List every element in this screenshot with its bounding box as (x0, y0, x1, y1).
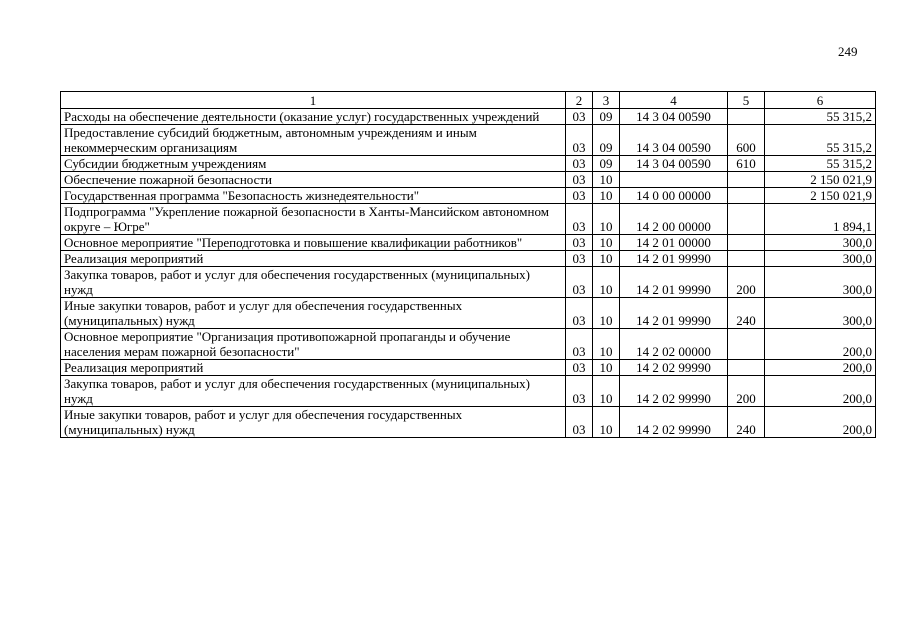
amount-cell: 300,0 (765, 235, 876, 251)
target-article-cell: 14 3 04 00590 (620, 125, 728, 156)
subsection-code-cell: 10 (593, 251, 620, 267)
row-name-cell: Иные закупки товаров, работ и услуг для обеспечения государственных (муниципальных) нужд (61, 407, 566, 438)
subsection-code-cell: 10 (593, 298, 620, 329)
amount-cell: 200,0 (765, 360, 876, 376)
amount-cell: 2 150 021,9 (765, 188, 876, 204)
target-article-cell: 14 2 02 99990 (620, 360, 728, 376)
section-code-cell: 03 (566, 376, 593, 407)
table-row (61, 235, 876, 251)
row-name-cell: Расходы на обеспечение деятельности (оказание услуг) государственных учреждений (61, 109, 566, 125)
target-article-cell: 14 2 01 99990 (620, 298, 728, 329)
expense-type-cell (728, 188, 765, 204)
target-article-cell: 14 0 00 00000 (620, 188, 728, 204)
table-row (61, 407, 876, 438)
row-name-cell: Закупка товаров, работ и услуг для обеспечения государственных (муниципальных) нужд (61, 376, 566, 407)
row-name-cell: Основное мероприятие "Переподготовка и повышение квалификации работников" (61, 235, 566, 251)
row-name-cell: Закупка товаров, работ и услуг для обеспечения государственных (муниципальных) нужд (61, 267, 566, 298)
section-code-cell: 03 (566, 125, 593, 156)
expense-type-cell (728, 251, 765, 267)
row-name-cell: Обеспечение пожарной безопасности (61, 172, 566, 188)
row-name-cell: Иные закупки товаров, работ и услуг для обеспечения государственных (муниципальных) нужд (61, 298, 566, 329)
table-row (61, 298, 876, 329)
section-code-cell: 03 (566, 267, 593, 298)
target-article-cell: 14 2 01 99990 (620, 251, 728, 267)
table-row (61, 156, 876, 172)
page-number: 249 (838, 44, 858, 59)
expense-type-cell: 200 (728, 267, 765, 298)
row-name-cell: Предоставление субсидий бюджетным, автономным учреждениям и иным некоммерческим организациям (61, 125, 566, 156)
section-code-cell: 03 (566, 251, 593, 267)
subsection-code-cell: 10 (593, 188, 620, 204)
row-name-cell: Подпрограмма "Укрепление пожарной безопасности в Ханты-Мансийском автономном округе – Югре" (61, 204, 566, 235)
column-header: 3 (593, 92, 620, 109)
subsection-code-cell: 10 (593, 235, 620, 251)
target-article-cell: 14 2 01 99990 (620, 267, 728, 298)
section-code-cell: 03 (566, 298, 593, 329)
section-code-cell: 03 (566, 407, 593, 438)
amount-cell: 200,0 (765, 407, 876, 438)
subsection-code-cell: 10 (593, 329, 620, 360)
expense-type-cell: 200 (728, 376, 765, 407)
target-article-cell: 14 2 02 99990 (620, 407, 728, 438)
amount-cell: 2 150 021,9 (765, 172, 876, 188)
table-row (61, 267, 876, 298)
row-name-cell: Реализация мероприятий (61, 360, 566, 376)
section-code-cell: 03 (566, 360, 593, 376)
section-code-cell: 03 (566, 204, 593, 235)
table-row (61, 204, 876, 235)
section-code-cell: 03 (566, 329, 593, 360)
table-row (61, 329, 876, 360)
table-row (61, 188, 876, 204)
subsection-code-cell: 09 (593, 125, 620, 156)
amount-cell: 300,0 (765, 298, 876, 329)
section-code-cell: 03 (566, 109, 593, 125)
target-article-cell (620, 172, 728, 188)
expense-type-cell: 240 (728, 298, 765, 329)
table-row (61, 172, 876, 188)
row-name-cell: Государственная программа "Безопасность жизнедеятельности" (61, 188, 566, 204)
expense-type-cell: 240 (728, 407, 765, 438)
table-body (61, 109, 876, 438)
expense-type-cell (728, 204, 765, 235)
expense-type-cell (728, 235, 765, 251)
row-name-cell: Основное мероприятие "Организация противопожарной пропаганды и обучение населения мерам пожарной безопасности" (61, 329, 566, 360)
expense-type-cell (728, 329, 765, 360)
column-header: 1 (61, 92, 566, 109)
section-code-cell: 03 (566, 172, 593, 188)
amount-cell: 55 315,2 (765, 156, 876, 172)
target-article-cell: 14 3 04 00590 (620, 156, 728, 172)
subsection-code-cell: 10 (593, 407, 620, 438)
section-code-cell: 03 (566, 235, 593, 251)
subsection-code-cell: 10 (593, 360, 620, 376)
subsection-code-cell: 09 (593, 156, 620, 172)
target-article-cell: 14 3 04 00590 (620, 109, 728, 125)
subsection-code-cell: 09 (593, 109, 620, 125)
amount-cell: 55 315,2 (765, 109, 876, 125)
subsection-code-cell: 10 (593, 376, 620, 407)
table-row (61, 251, 876, 267)
amount-cell: 300,0 (765, 251, 876, 267)
amount-cell: 200,0 (765, 376, 876, 407)
column-header: 4 (620, 92, 728, 109)
column-header: 5 (728, 92, 765, 109)
amount-cell: 1 894,1 (765, 204, 876, 235)
section-code-cell: 03 (566, 156, 593, 172)
amount-cell: 55 315,2 (765, 125, 876, 156)
expense-type-cell (728, 109, 765, 125)
target-article-cell: 14 2 01 00000 (620, 235, 728, 251)
target-article-cell: 14 2 00 00000 (620, 204, 728, 235)
table-row (61, 376, 876, 407)
expense-type-cell: 610 (728, 156, 765, 172)
row-name-cell: Реализация мероприятий (61, 251, 566, 267)
column-header: 6 (765, 92, 876, 109)
expense-type-cell (728, 360, 765, 376)
expense-type-cell (728, 172, 765, 188)
budget-table (60, 91, 876, 438)
table-row (61, 125, 876, 156)
table-header-row (61, 92, 876, 109)
expense-type-cell: 600 (728, 125, 765, 156)
target-article-cell: 14 2 02 99990 (620, 376, 728, 407)
subsection-code-cell: 10 (593, 267, 620, 298)
target-article-cell: 14 2 02 00000 (620, 329, 728, 360)
section-code-cell: 03 (566, 188, 593, 204)
amount-cell: 300,0 (765, 267, 876, 298)
table-row (61, 109, 876, 125)
table-row (61, 360, 876, 376)
column-header: 2 (566, 92, 593, 109)
row-name-cell: Субсидии бюджетным учреждениям (61, 156, 566, 172)
subsection-code-cell: 10 (593, 172, 620, 188)
subsection-code-cell: 10 (593, 204, 620, 235)
amount-cell: 200,0 (765, 329, 876, 360)
